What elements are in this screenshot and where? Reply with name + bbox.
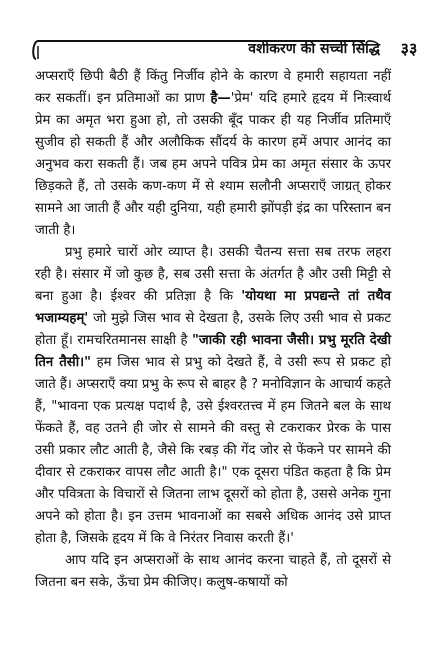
page-number: ३३ (400, 39, 418, 58)
chapter-title: वशीकरण की सच्ची सिद्धि (248, 41, 380, 57)
ramcharitmanas-quote: "जाकी रही भावना जैसी। प्रभु मूरति देखी तिन तैसी।" (35, 333, 391, 370)
paragraph-1 (35, 66, 391, 242)
text-run: प्रभु हमारे चारों ओर व्याप्त है। उसकी चैतन्य सत्ता सब तरफ लहरा रही है। संसार में जो कुछ है, सब उसी सत्ता के अंतर्गत है और उसी मिट्टी से बना हुआ है। ईश्वर की प्रतिज्ञा है कि (35, 245, 391, 304)
text-run: आप यदि इन अप्सराओं के साथ आनंद करना चाहते हैं, तो दूसरों से जितना बन सके, ऊँचा प्रेम कीजिए। कलुष-कषायों को (35, 553, 391, 590)
text-run: अप्सराएँ छिपी बैठी हैं किंतु निर्जीव होने के कारण वे हमारी सहायता नहीं कर सकतीं। इन प्रतिमाओं का प्राण (35, 69, 391, 106)
paragraph-3 (35, 550, 391, 594)
sanskrit-quote: 'योयथा मा प्रपद्यन्ते तां तथैव भजाम्यहम्' (35, 289, 391, 326)
text-run: जो मुझे जिस भाव से देखता है, उसके लिए उसी भाव से प्रकट होता हूँ। रामचरितमानस साक्षी है (35, 311, 391, 348)
text-run: 'प्रेम' यदि हमारे हृदय में निःस्वार्थ प्रेम का अमृत भरा हुआ हो, तो उसकी बूँद पाकर ही यह निर्जीव प्रतिमाएँ सुजीव हो सकती हैं और अलौकिक सौंदर्य के कारण हमें अपार आनंद का अनुभव करा सकती हैं। जब हम अपने पवित्र प्रेम का अमृत संसार के ऊपर छिड़कते हैं, तो उसके कण-कण में से श्याम सलौनी अप्सराएँ जाग्रत् होकर सामने आ जाती हैं और यही दुनिया, यही हमारी झोंपड़ी इंद्र का परिस्तान बन जाती है। (35, 91, 392, 238)
text-run-bold: है— (210, 91, 231, 106)
page-header (30, 38, 418, 60)
paragraph-2 (35, 242, 391, 550)
page-body (35, 66, 391, 594)
text-run: हम जिस भाव से प्रभु को देखते हैं, वे उसी रूप से प्रकट हो जाते हैं। अप्सराएँ क्या प्रभु के रूप से बाहर है ? मनोविज्ञान के आचार्य कहते हैं, "भावना एक प्रत्यक्ष पदार्थ है, उसे ईश्वरतत्त्व में हम जितने बल के साथ फेंकते हैं, वह उतने ही जोर से सामने की वस्तु से टकराकर प्रेरक के पास उसी प्रकार लौट आती है, जैसे कि रबड़ की गेंद जोर से फेंकने पर सामने की दीवार से टकराकर वापस लौट आती है।" एक दूसरा पंडित कहता है कि प्रेम और पवित्रता के विचारों से जितना लाभ दूसरों को होता है, उससे अनेक गुना अपने को होता है। इन उत्तम भावनाओं का सबसे अधिक आनंद उसे प्राप्त होता है, जिसके हृदय में कि वे निरंतर निवास करती हैं।' (35, 355, 391, 546)
